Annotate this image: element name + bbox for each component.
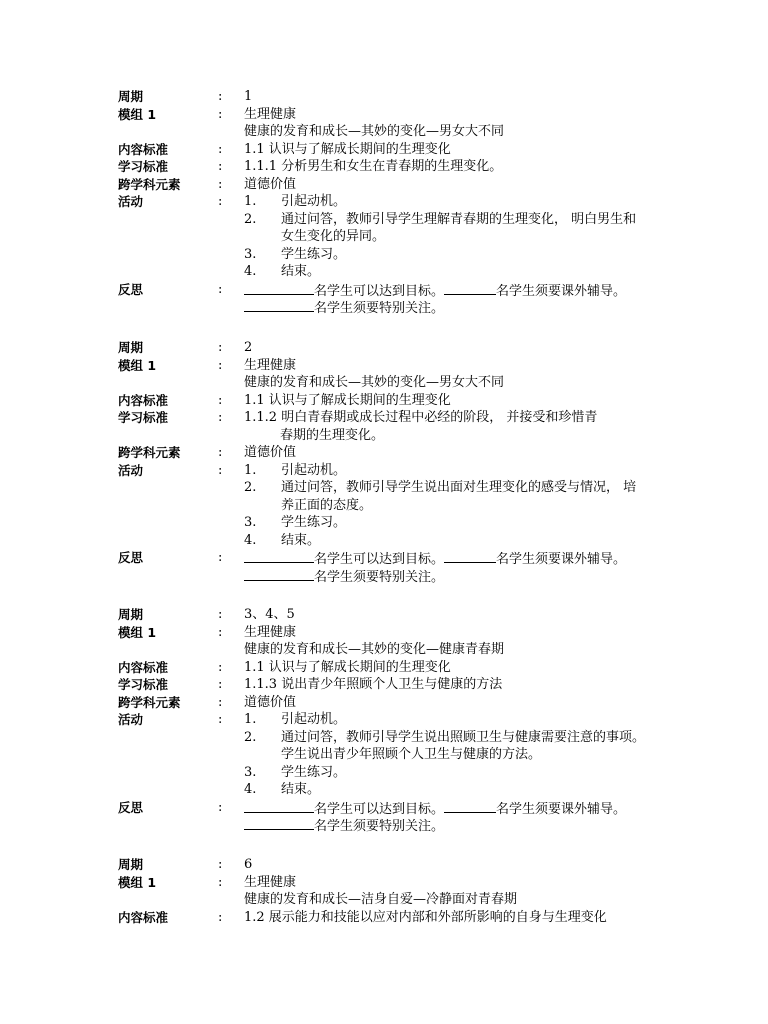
period-value: 3、4、5 bbox=[244, 607, 295, 622]
activity-number: 1. bbox=[244, 712, 257, 727]
colon: : bbox=[218, 462, 223, 478]
activity-row bbox=[118, 479, 718, 497]
reflection-row bbox=[118, 567, 718, 585]
learning-standard: 1.1.3 说出青少年照顾个人卫生与健康的方法 bbox=[244, 677, 503, 692]
learning-row bbox=[118, 427, 718, 445]
period-label: 周期 bbox=[118, 89, 144, 104]
content-row bbox=[118, 659, 718, 677]
activity-text: 养正面的态度。 bbox=[281, 497, 373, 513]
content-label: 内容标准 bbox=[118, 392, 169, 408]
colon: : bbox=[218, 694, 223, 710]
period-label: 周期 bbox=[118, 857, 144, 872]
activity-number: 4. bbox=[244, 532, 257, 548]
module-label: 模组 1 bbox=[118, 874, 157, 890]
content-standard: 1.1 认识与了解成长期间的生理变化 bbox=[244, 141, 451, 157]
activity-number: 3. bbox=[244, 764, 257, 780]
content-label: 内容标准 bbox=[118, 141, 169, 157]
colon: : bbox=[218, 357, 223, 373]
content-label: 内容标准 bbox=[118, 909, 169, 925]
colon: : bbox=[218, 392, 223, 408]
activity-row bbox=[118, 729, 718, 747]
activity-text: 结束。 bbox=[281, 782, 321, 797]
activity-text: 通过问答，教师引导学生说出照顾卫生与健康需要注意的事项。 bbox=[281, 729, 646, 745]
colon: : bbox=[218, 159, 223, 174]
reflection-label: 反思 bbox=[118, 799, 144, 815]
blank-line bbox=[444, 549, 496, 563]
learning-row bbox=[118, 158, 718, 176]
module-row bbox=[118, 106, 718, 124]
period-row bbox=[118, 339, 718, 357]
module-label: 模组 1 bbox=[118, 357, 157, 373]
activity-text: 学生说出青少年照顾个人卫生与健康的方法。 bbox=[281, 747, 542, 762]
module-label: 模组 1 bbox=[118, 624, 157, 640]
period-value: 2 bbox=[244, 340, 253, 355]
activity-label: 活动 bbox=[118, 712, 144, 727]
activity-row bbox=[118, 462, 718, 480]
module-row bbox=[118, 357, 718, 375]
module-subtitle: 健康的发育和成长—其妙的变化—健康青春期 bbox=[244, 642, 505, 657]
colon: : bbox=[218, 410, 223, 425]
activity-text: 引起动机。 bbox=[281, 194, 347, 209]
reflection-text: 名学生须要特别关注。 bbox=[244, 298, 444, 318]
reflection-text: 名学生须要特别关注。 bbox=[244, 816, 444, 836]
module-subtitle: 健康的发育和成长—其妙的变化—男女大不同 bbox=[244, 124, 505, 139]
activity-row bbox=[118, 263, 718, 281]
lesson-section-2 bbox=[118, 339, 718, 584]
cross-row bbox=[118, 444, 718, 462]
period-value: 6 bbox=[244, 857, 253, 872]
lesson-section-3 bbox=[118, 606, 718, 834]
cross-element: 道德价值 bbox=[244, 445, 297, 460]
reflection-row bbox=[118, 298, 718, 316]
module-row bbox=[118, 624, 718, 642]
blank-line bbox=[244, 816, 314, 830]
content-label: 内容标准 bbox=[118, 659, 169, 675]
colon: : bbox=[218, 106, 223, 122]
colon: : bbox=[218, 176, 223, 192]
cross-element: 道德价值 bbox=[244, 176, 297, 192]
activity-text: 女生变化的异同。 bbox=[281, 229, 386, 244]
learning-row bbox=[118, 409, 718, 427]
activity-text: 引起动机。 bbox=[281, 462, 347, 478]
colon: : bbox=[218, 857, 223, 872]
colon: : bbox=[218, 445, 223, 460]
module-row bbox=[118, 874, 718, 892]
period-row bbox=[118, 606, 718, 624]
module-sub-row bbox=[118, 891, 718, 909]
module-sub-row bbox=[118, 374, 718, 392]
colon: : bbox=[218, 281, 223, 297]
colon: : bbox=[218, 874, 223, 890]
lesson-section-4 bbox=[118, 856, 718, 926]
cross-label: 跨学科元素 bbox=[118, 176, 181, 192]
activity-row bbox=[118, 228, 718, 246]
activity-text: 学生练习。 bbox=[281, 515, 347, 530]
reflection-text: 名学生须要特别关注。 bbox=[244, 567, 444, 587]
reflection-label: 反思 bbox=[118, 281, 144, 297]
period-value: 1 bbox=[244, 89, 253, 104]
colon: : bbox=[218, 677, 223, 692]
module-title: 生理健康 bbox=[244, 357, 297, 373]
colon: : bbox=[218, 712, 223, 727]
cross-label: 跨学科元素 bbox=[118, 445, 181, 460]
cross-row bbox=[118, 176, 718, 194]
learning-standard: 1.1.2 明白青春期或成长过程中必经的阶段， 并接受和珍惜青 bbox=[244, 410, 598, 425]
blank-line bbox=[244, 298, 314, 312]
period-label: 周期 bbox=[118, 607, 144, 622]
reflection-text: 名学生可以达到目标。 名学生须要课外辅导。 bbox=[244, 549, 626, 569]
activity-number: 2. bbox=[244, 729, 257, 745]
colon: : bbox=[218, 909, 223, 925]
module-subtitle: 健康的发育和成长—洁身自爱—冷静面对青春期 bbox=[244, 892, 518, 907]
module-sub-row bbox=[118, 641, 718, 659]
content-row bbox=[118, 392, 718, 410]
content-standard: 1.1 认识与了解成长期间的生理变化 bbox=[244, 392, 451, 408]
activity-number: 1. bbox=[244, 194, 257, 209]
activity-text: 结束。 bbox=[281, 532, 321, 548]
blank-line bbox=[244, 549, 314, 563]
activity-row bbox=[118, 246, 718, 264]
content-row bbox=[118, 141, 718, 159]
blank-line bbox=[244, 281, 314, 295]
colon: : bbox=[218, 607, 223, 622]
activity-text: 学生练习。 bbox=[281, 246, 347, 262]
reflection-text: 名学生可以达到目标。 名学生须要课外辅导。 bbox=[244, 281, 626, 301]
activity-row bbox=[118, 193, 718, 211]
blank-line bbox=[444, 799, 496, 813]
activity-row bbox=[118, 497, 718, 515]
content-standard: 1.2 展示能力和技能以应对内部和外部所影响的自身与生理变化 bbox=[244, 909, 607, 925]
activity-text: 学生练习。 bbox=[281, 764, 347, 780]
cross-row bbox=[118, 694, 718, 712]
activity-row bbox=[118, 746, 718, 764]
content-row bbox=[118, 909, 718, 927]
activity-row bbox=[118, 711, 718, 729]
reflection-row bbox=[118, 799, 718, 817]
period-row bbox=[118, 88, 718, 106]
colon: : bbox=[218, 624, 223, 640]
module-title: 生理健康 bbox=[244, 106, 297, 122]
blank-line bbox=[244, 567, 314, 581]
blank-line bbox=[444, 281, 496, 295]
module-title: 生理健康 bbox=[244, 624, 297, 640]
content-standard: 1.1 认识与了解成长期间的生理变化 bbox=[244, 659, 451, 675]
activity-label: 活动 bbox=[118, 462, 144, 478]
activity-number: 2. bbox=[244, 480, 257, 495]
blank-line bbox=[244, 799, 314, 813]
activity-row bbox=[118, 211, 718, 229]
colon: : bbox=[218, 659, 223, 675]
period-row bbox=[118, 856, 718, 874]
activity-number: 4. bbox=[244, 264, 257, 279]
reflection-row bbox=[118, 281, 718, 299]
learning-row bbox=[118, 676, 718, 694]
colon: : bbox=[218, 141, 223, 157]
reflection-text: 名学生可以达到目标。 名学生须要课外辅导。 bbox=[244, 799, 626, 819]
cross-label: 跨学科元素 bbox=[118, 694, 181, 710]
activity-text: 结束。 bbox=[281, 264, 321, 279]
colon: : bbox=[218, 340, 223, 355]
learning-label: 学习标准 bbox=[118, 159, 169, 174]
activity-number: 4. bbox=[244, 782, 257, 797]
learning-label: 学习标准 bbox=[118, 677, 169, 692]
activity-text: 通过问答，教师引导学生说出面对生理变化的感受与情况， 培 bbox=[281, 480, 637, 495]
activity-number: 2. bbox=[244, 211, 257, 227]
activity-label: 活动 bbox=[118, 194, 144, 209]
period-label: 周期 bbox=[118, 340, 144, 355]
module-subtitle: 健康的发育和成长—其妙的变化—男女大不同 bbox=[244, 375, 505, 390]
colon: : bbox=[218, 89, 223, 104]
reflection-label: 反思 bbox=[118, 550, 144, 565]
colon: : bbox=[218, 194, 223, 209]
lesson-section-1 bbox=[118, 88, 718, 316]
activity-row bbox=[118, 781, 718, 799]
module-label: 模组 1 bbox=[118, 106, 157, 122]
activity-row bbox=[118, 532, 718, 550]
cross-element: 道德价值 bbox=[244, 694, 297, 710]
activity-number: 3. bbox=[244, 515, 257, 530]
activity-text: 引起动机。 bbox=[281, 712, 347, 727]
reflection-row bbox=[118, 549, 718, 567]
colon: : bbox=[218, 799, 223, 815]
activity-row bbox=[118, 764, 718, 782]
learning-label: 学习标准 bbox=[118, 410, 169, 425]
reflection-row bbox=[118, 816, 718, 834]
module-sub-row bbox=[118, 123, 718, 141]
activity-text: 通过问答，教师引导学生理解青春期的生理变化， 明白男生和 bbox=[281, 211, 637, 227]
learning-standard: 1.1.1 分析男生和女生在青春期的生理变化。 bbox=[244, 159, 503, 174]
colon: : bbox=[218, 550, 223, 565]
learning-standard: 春期的生理变化。 bbox=[280, 427, 385, 443]
activity-row bbox=[118, 514, 718, 532]
module-title: 生理健康 bbox=[244, 874, 297, 890]
activity-number: 1. bbox=[244, 462, 257, 478]
activity-number: 3. bbox=[244, 246, 257, 262]
